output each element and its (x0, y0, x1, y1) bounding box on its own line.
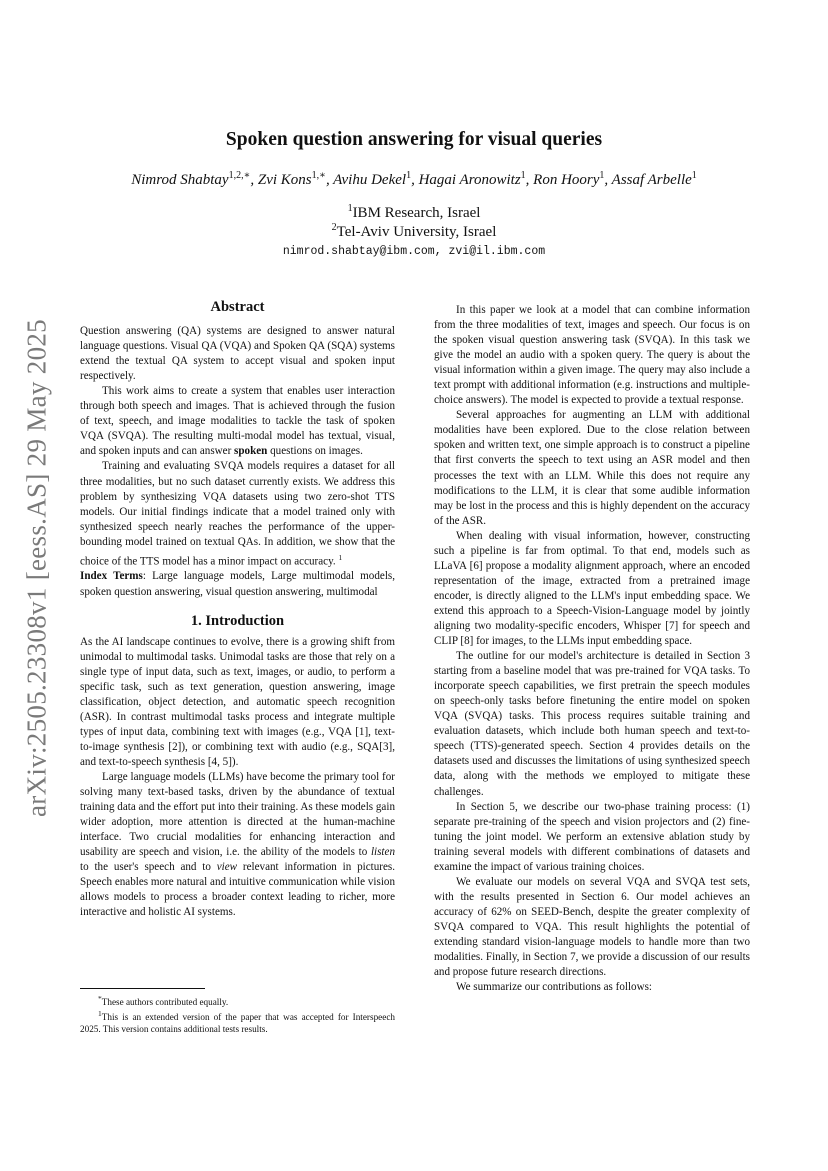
footnote: $^1$This is an extended version of the paper that was accepted for Interspeech 2025. This version contains additional tests results. (80, 1009, 395, 1035)
author-affiliation-mark: 1 (520, 170, 526, 181)
index-terms: Index Terms: Large language models, Large multimodal models, spoken question answering, visual question answering, multimodal (80, 570, 395, 598)
author-name: Avihu Dekel (333, 172, 407, 188)
body-paragraph: Several approaches for augmenting an LLM with additional modalities have been explored. Due to the close relation between spoken and written text, one simple approach is to construct a pipeline that first converts the speech to text using an ASR model and then processes the text with an LLM. While this does not require any modifications to the LLM, it is clear that some audible information may be lost in the process and this is highly dependent on the accuracy of the ASR. (434, 409, 750, 527)
footnote-rule (80, 988, 205, 989)
body-paragraph: The outline for our model's architecture is detailed in Section 3 starting from a baseline model that was pre-trained for VQA tasks. To incorporate speech capabilities, we first pretrain the speech modules on speech-only tasks before finetuning the entire model on spoken VQA (SVQA) tasks. This process requires suitable training and evaluation datasets, which include both human speech and text-to-speech (TTS)-generated speech. Section 4 provides details on the datasets used and discusses the limitations of using synthesized speech data, along with the methods we employed to mitigate these challenges. (434, 650, 750, 798)
arxiv-watermark: arXiv:2505.23308v1 [eess.AS] 29 May 2025 (21, 319, 52, 817)
author-affiliation-mark: 1 (691, 170, 697, 181)
body-paragraph: We evaluate our models on several VQA and SVQA test sets, with the results presented in Section 6. Our model achieves an accuracy of 62% on SEED-Bench, despite the greater complexity of SVQA compared to VQA. This result highlights the potential of extending standard vision-language models to handle more than two modalities. Finally, in Section 7, we provide a discussion of our results and propose future research directions. (434, 875, 750, 979)
abstract-heading: Abstract (210, 299, 265, 315)
author-separator: , (411, 172, 419, 188)
body-paragraph: In Section 5, we describe our two-phase training process: (1) separate pre-training of the speech and vision projectors and (2) fine-tuning the joint model. We perform an extensive ablation study by training several models with different combinations of datasets and examine the impact of various training choices. (434, 800, 750, 873)
author-name: Ron Hoory (533, 172, 600, 188)
affiliation-2: $^2$Tel-Aviv University, Israel (331, 222, 497, 240)
right-column (434, 303, 750, 995)
author-name: Assaf Arbelle (611, 172, 692, 188)
author-affiliation-mark: 1,∗ (311, 170, 326, 181)
body-paragraph: In this paper we look at a model that can combine information from the three modalities of text, images and speech. Our focus is on the spoken visual question answering task (SVQA). In this task we give the model an audio with a spoken query. The query is about the visual information within a given image. The query may also include a text prompt with additional information (e.g. instructions and multiple-choice answers). The model is expected to provide a textual response. (434, 304, 750, 407)
author-separator: , (525, 172, 534, 188)
abstract-paragraph: Question answering (QA) systems are designed to answer natural language questions. Visual QA (VQA) and Spoken QA (SQA) systems extend the textual QA system to accept visual and spoken input respectively. (80, 325, 395, 383)
author-name: Zvi Kons (257, 172, 312, 188)
paper-title: Spoken question answering for visual queries (225, 129, 603, 150)
author-emails: nimrod.shabtay@ibm.com, zvi@il.ibm.com (282, 245, 546, 258)
body-paragraph: When dealing with visual information, however, constructing such a pipeline is far from optimal. To that end, models such as LLaVA [6] propose a modality alignment approach, where an encoded representation of the image, extracted from a pretrained image encoder, is directly aligned to the LLM's input embedding space. We extend this approach to a Speech-Vision-Language model by jointly aligning two modality-specific encoders, Whisper [7] for speech and CLIP [8] for images, to the LLMs input embedding space. (434, 529, 750, 648)
body-paragraph: We summarize our contributions as follows: (456, 981, 652, 994)
author-separator: , (325, 172, 334, 188)
author-affiliation-mark: 1 (406, 170, 412, 181)
footnotes (80, 988, 395, 1035)
author-separator: , (604, 172, 612, 188)
footnote: *These authors contributed equally. (98, 994, 229, 1008)
abstract-paragraph: Training and evaluating SVQA models requires a dataset for all three modalities, but no such dataset currently exists. We address this problem by synthesizing VQA datasets using two zero-shot TTS models. Our initial findings indicate that a model trained only with synthesized speech nearly reaches the performance of the upper-bounding model trained on textual QAs. In addition, we show that the choice of the TTS model has a minor impact on accuracy. $^1$ (80, 460, 395, 568)
left-column (80, 300, 395, 921)
author-name: Nimrod Shabtay (131, 172, 229, 188)
intro-paragraph: Large language models (LLMs) have become the primary tool for solving many text-based tasks, driven by the abundance of textual training data and the effort put into their training. As these models gain wider adoption, more attention is directed at the human-machine interface. Two crucial modalities for enhancing interaction and usability are speech and vision, i.e. the ability of the models to listen to the user's speech and to view relevant information in pictures. Speech enables more natural and intuitive communication while vision allows models to process a broader context leading to richer, more interactive and holistic AI systems. (80, 771, 396, 919)
affiliation-1: $^1$IBM Research, Israel (347, 203, 481, 221)
author-affiliation-mark: 1 (599, 170, 605, 181)
intro-paragraph: As the AI landscape continues to evolve, there is a growing shift from unimodal to multimodal tasks. Unimodal tasks are those that rely on a single type of input data, such as text, images, or audio, to perform a specific task, such as text generation, question answering, image classification, object detection, and automatic speech recognition (ASR). In contrast multimodal tasks process and integrate multiple types of input data, combining text with images (e.g., VQA [1], text-to-image synthesis [2]), or combining text with audio (e.g., SQA[3], and text-to-speech synthesis [4, 5]). (80, 635, 395, 768)
author-name: Hagai Aronowitz (418, 172, 521, 188)
intro-heading: 1. Introduction (190, 612, 285, 629)
author-separator: , (250, 172, 258, 188)
author-affiliation-mark: 1,2,∗ (228, 170, 251, 181)
author-list (0, 170, 828, 189)
abstract-paragraph: This work aims to create a system that enables user interaction through both speech and images. That is achieved through the fusion of text, speech, and image modalities to tackle the task of spoken VQA (SVQA). The resulting multi-modal model has textual, visual, and spoken inputs and can answer spoken questions on images. (80, 385, 395, 458)
